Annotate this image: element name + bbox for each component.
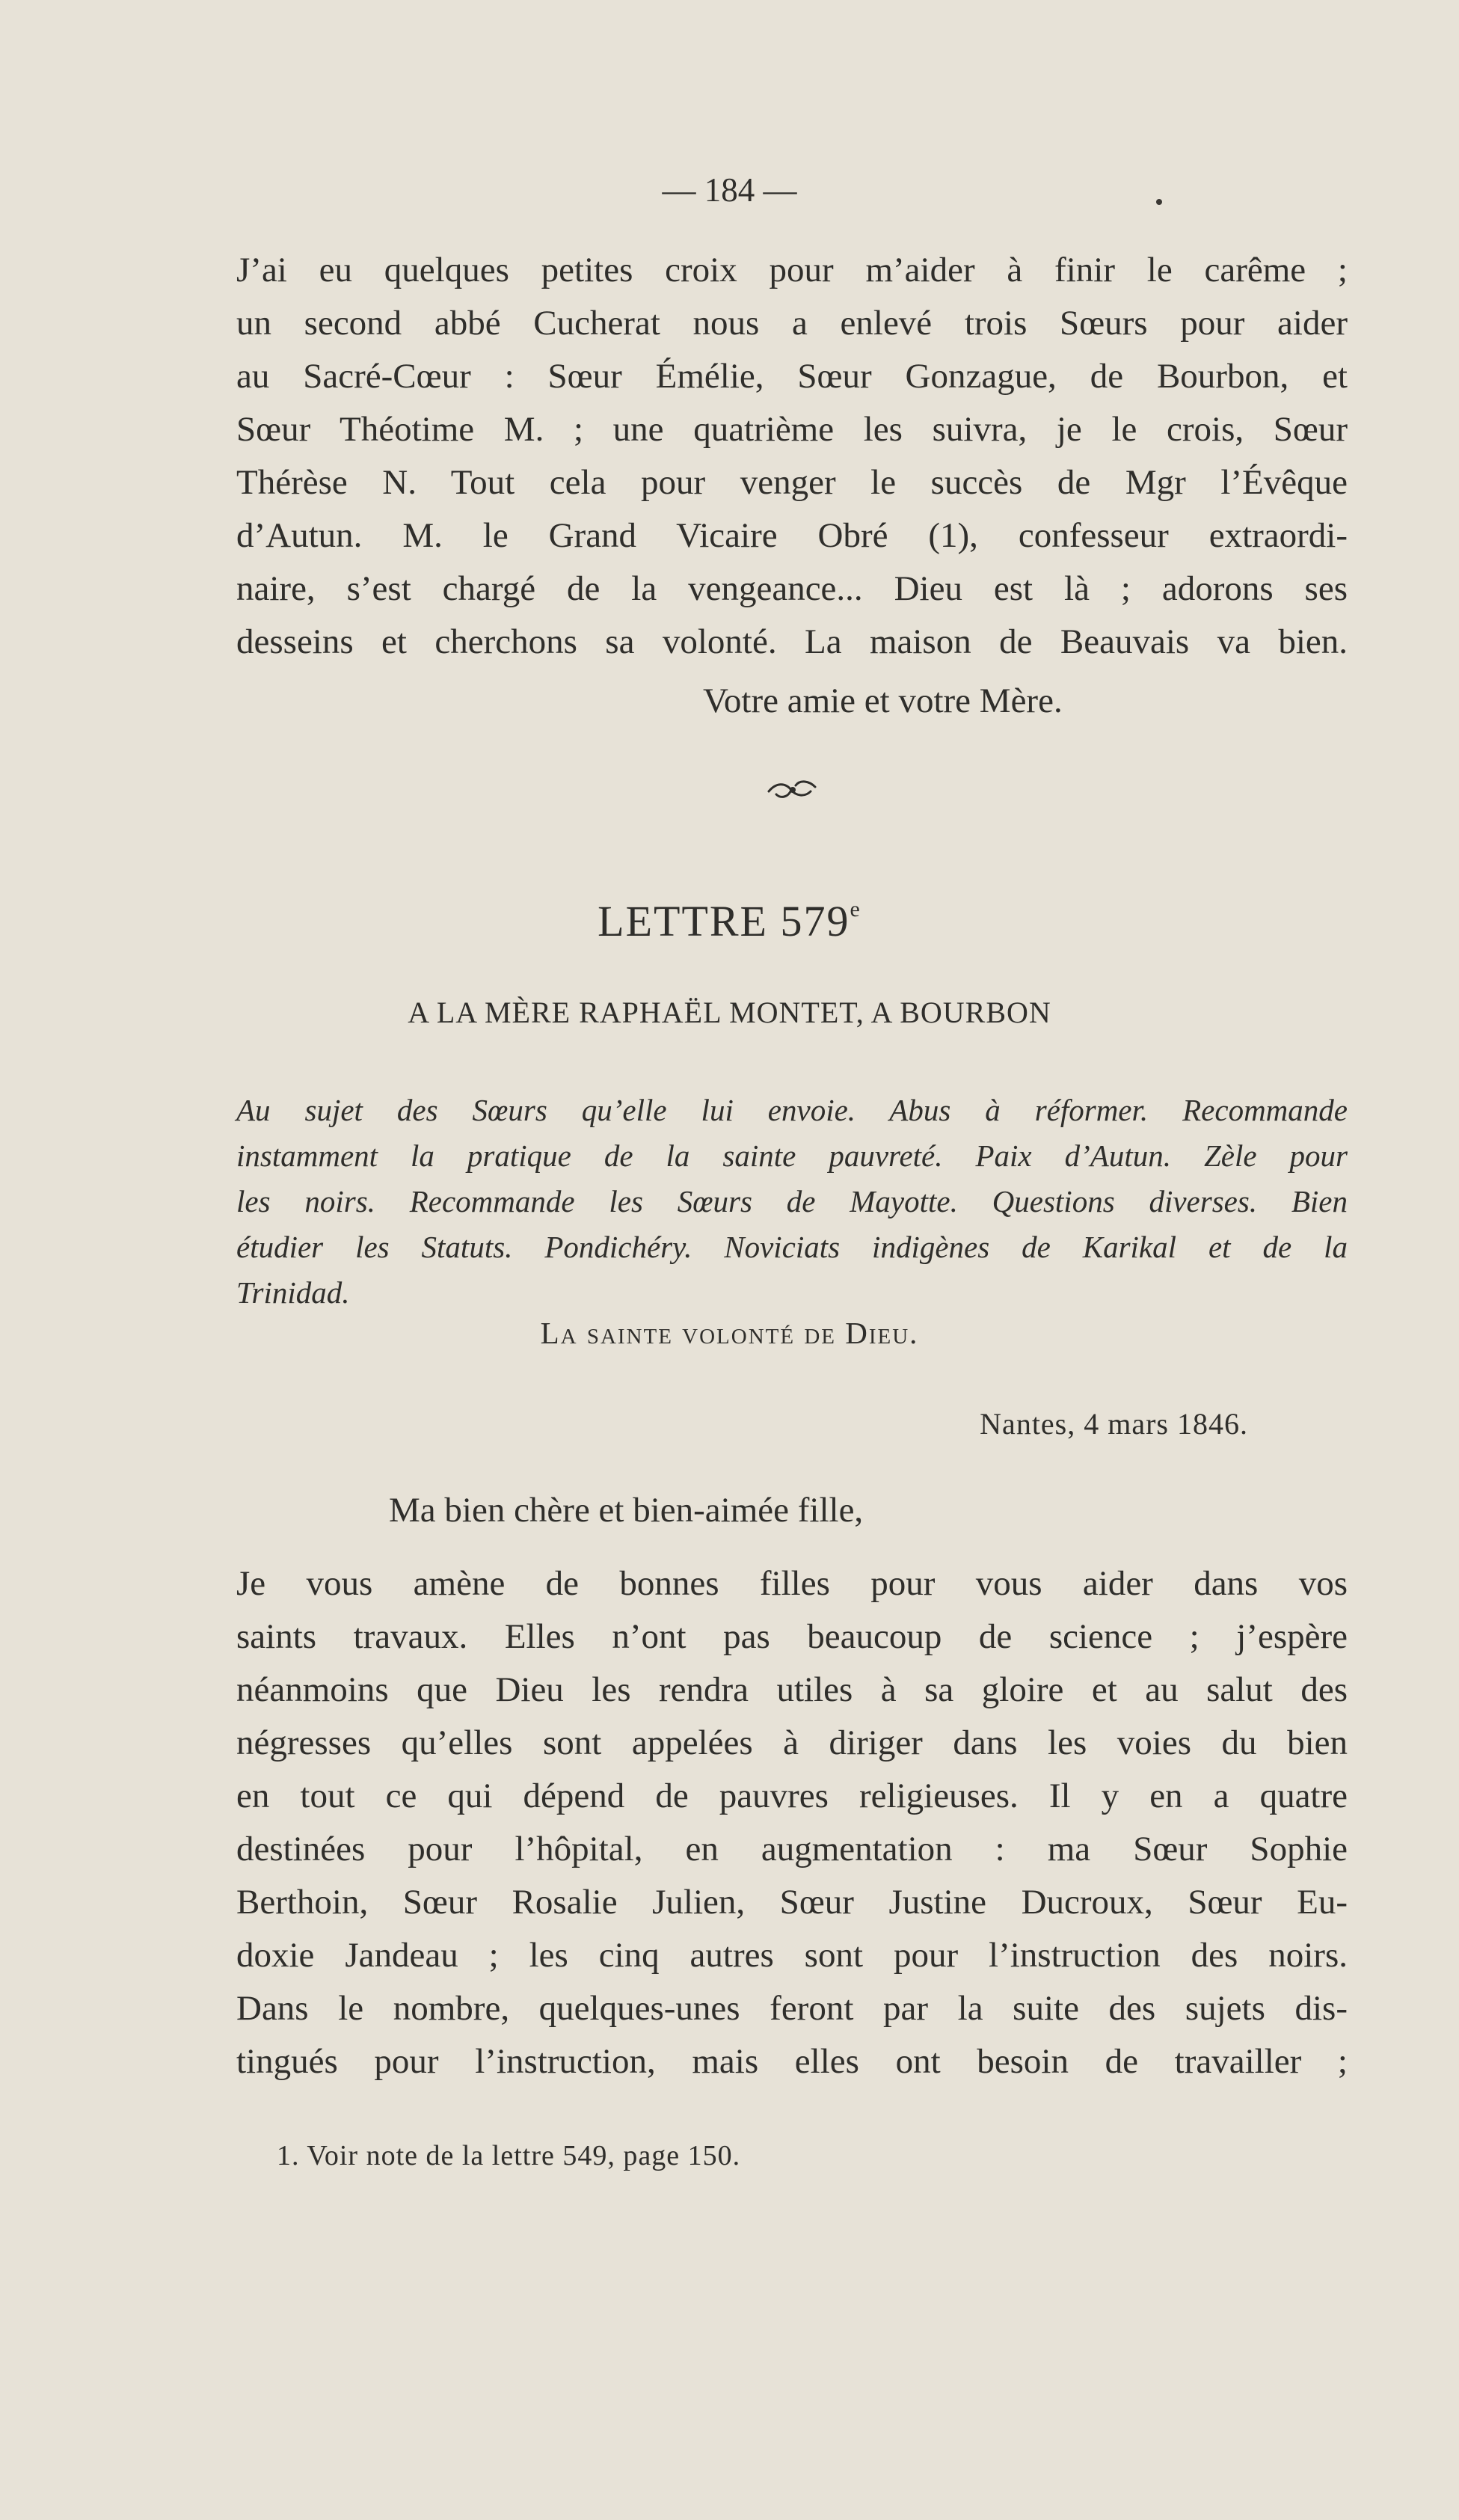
letter-recipient: A LA MÈRE RAPHAËL MONTET, A BOURBON <box>408 996 1051 1029</box>
text-line: d’Autun. M. le Grand Vicaire Obré (1), confesseur extraordi- <box>236 516 1348 555</box>
text-line: desseins et cherchons sa volonté. La maison de Beauvais va bien. <box>236 622 1348 661</box>
motto-text: La sainte volonté de Dieu. <box>540 1316 919 1350</box>
summary-line: étudier les Statuts. Pondichéry. Noviciats indigènes de Karikal et de la <box>236 1230 1348 1264</box>
motto <box>0 1315 1459 1351</box>
text-line: Sœur Théotime M. ; une quatrième les suivra, je le crois, Sœur <box>236 410 1348 449</box>
footnote: 1. Voir note de la lettre 549, page 150. <box>277 2140 741 2171</box>
page-number: — 184 — <box>662 171 797 209</box>
text-line: tingués pour l’instruction, mais elles ont besoin de travailler ; <box>236 2042 1348 2081</box>
text-line: au Sacré-Cœur : Sœur Émélie, Sœur Gonzague, de Bourbon, et <box>236 357 1348 396</box>
dateline: Nantes, 4 mars 1846. <box>980 1407 1248 1441</box>
salutation: Ma bien chère et bien-aimée fille, <box>389 1491 864 1530</box>
ink-speck <box>1156 199 1162 205</box>
text-line: Dans le nombre, quelques-unes feront par la suite des sujets dis- <box>236 1989 1348 2028</box>
text-line: Berthoin, Sœur Rosalie Julien, Sœur Justine Ducroux, Sœur Eu- <box>236 1883 1348 1922</box>
text-line: destinées pour l’hôpital, en augmentation : ma Sœur Sophie <box>236 1830 1348 1868</box>
letter-title <box>0 896 1459 946</box>
signature: Votre amie et votre Mère. <box>703 681 1063 720</box>
text-line: en tout ce qui dépend de pauvres religieuses. Il y en a quatre <box>236 1776 1348 1815</box>
text-line: Thérèse N. Tout cela pour venger le succès de Mgr l’Évêque <box>236 463 1348 502</box>
summary-line: les noirs. Recommande les Sœurs de Mayotte. Questions diverses. Bien <box>236 1184 1348 1218</box>
fleuron-ornament-icon <box>766 775 820 805</box>
text-line: naire, s’est chargé de la vengeance... Dieu est là ; adorons ses <box>236 569 1348 608</box>
letter-summary <box>236 1088 1348 1316</box>
top-paragraph <box>236 244 1348 669</box>
text-line: doxie Jandeau ; les cinq autres sont pour l’instruction des noirs. <box>236 1936 1348 1975</box>
text-line: négresses qu’elles sont appelées à diriger dans les voies du bien <box>236 1723 1348 1762</box>
text-line: J’ai eu quelques petites croix pour m’aider à finir le carême ; <box>236 251 1348 289</box>
summary-line: Trinidad. <box>236 1275 350 1310</box>
body-paragraph <box>236 1557 1348 2088</box>
text-line: Je vous amène de bonnes filles pour vous aider dans vos <box>236 1564 1348 1603</box>
summary-line: instamment la pratique de la sainte pauvreté. Paix d’Autun. Zèle pour <box>236 1138 1348 1173</box>
letter-title-superscript: e <box>850 897 861 922</box>
text-line: un second abbé Cucherat nous a enlevé trois Sœurs pour aider <box>236 304 1348 343</box>
summary-line: Au sujet des Sœurs qu’elle lui envoie. Abus à réformer. Recommande <box>236 1093 1348 1127</box>
text-line: néanmoins que Dieu les rendra utiles à sa gloire et au salut des <box>236 1670 1348 1709</box>
letter-title-text: LETTRE 579 <box>598 897 850 945</box>
text-line: saints travaux. Elles n’ont pas beaucoup de science ; j’espère <box>236 1617 1348 1656</box>
